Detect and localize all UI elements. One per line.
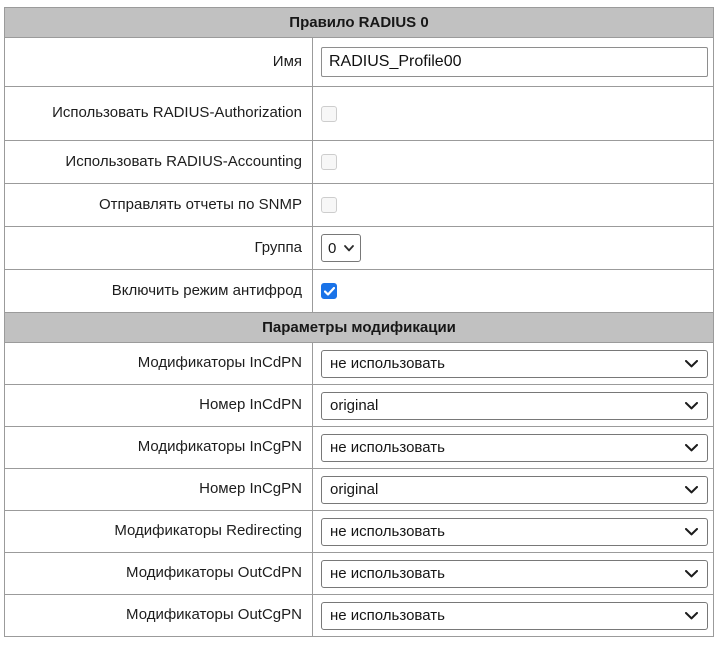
row-mod-redirecting	[5, 511, 714, 553]
row-mod-incgpn	[5, 427, 714, 469]
mod-outcdpn-select-value: не использовать	[330, 565, 445, 582]
row-name	[5, 38, 714, 87]
snmp-reports-checkbox[interactable]	[321, 197, 337, 213]
group-select-value: 0	[328, 239, 337, 257]
mod-redirecting-select-value: не использовать	[330, 523, 445, 540]
group-select[interactable]	[321, 234, 361, 262]
name-input[interactable]	[321, 47, 708, 77]
row-mod-outcdpn	[5, 553, 714, 595]
radius-accounting-checkbox[interactable]	[321, 154, 337, 170]
group-label: Группа	[5, 227, 313, 270]
mod-outcgpn-select-value: не использовать	[330, 607, 445, 624]
radius-authorization-label: Использовать RADIUS-Authorization	[5, 87, 313, 141]
chevron-down-icon	[685, 444, 698, 452]
chevron-down-icon	[344, 245, 354, 252]
num-incgpn-select[interactable]	[321, 476, 708, 504]
name-label: Имя	[5, 38, 313, 87]
mod-incgpn-select-value: не использовать	[330, 439, 445, 456]
row-mod-incdpn	[5, 343, 714, 385]
chevron-down-icon	[685, 570, 698, 578]
antifraud-checkbox[interactable]	[321, 283, 337, 299]
chevron-down-icon	[685, 486, 698, 494]
radius-rule-form	[4, 7, 714, 637]
chevron-down-icon	[685, 528, 698, 536]
mod-incdpn-label: Модификаторы InCdPN	[5, 343, 313, 385]
mod-incgpn-label: Модификаторы InCgPN	[5, 427, 313, 469]
chevron-down-icon	[685, 360, 698, 368]
radius-authorization-checkbox[interactable]	[321, 106, 337, 122]
mod-outcdpn-label: Модификаторы OutCdPN	[5, 553, 313, 595]
row-num-incdpn	[5, 385, 714, 427]
row-radius-accounting	[5, 141, 714, 184]
mod-outcgpn-select[interactable]	[321, 602, 708, 630]
row-snmp-reports	[5, 184, 714, 227]
radius-accounting-label: Использовать RADIUS-Accounting	[5, 141, 313, 184]
row-mod-outcgpn	[5, 595, 714, 637]
mod-incgpn-select[interactable]	[321, 434, 708, 462]
snmp-reports-label: Отправлять отчеты по SNMP	[5, 184, 313, 227]
section-title-modification-params: Параметры модификации	[5, 313, 714, 343]
num-incdpn-select-value: original	[330, 397, 379, 414]
row-num-incgpn	[5, 469, 714, 511]
chevron-down-icon	[685, 612, 698, 620]
row-radius-authorization	[5, 87, 714, 141]
row-group	[5, 227, 714, 270]
mod-incdpn-select-value: не использовать	[330, 355, 445, 372]
num-incgpn-label: Номер InCgPN	[5, 469, 313, 511]
chevron-down-icon	[685, 402, 698, 410]
mod-outcdpn-select[interactable]	[321, 560, 708, 588]
checkmark-icon	[324, 287, 335, 296]
mod-outcgpn-label: Модификаторы OutCgPN	[5, 595, 313, 637]
section-header-row	[5, 8, 714, 38]
num-incgpn-select-value: original	[330, 481, 379, 498]
section-header-row	[5, 313, 714, 343]
mod-redirecting-label: Модификаторы Redirecting	[5, 511, 313, 553]
row-antifraud	[5, 270, 714, 313]
num-incdpn-select[interactable]	[321, 392, 708, 420]
num-incdpn-label: Номер InCdPN	[5, 385, 313, 427]
mod-incdpn-select[interactable]	[321, 350, 708, 378]
mod-redirecting-select[interactable]	[321, 518, 708, 546]
section-title-radius-rule: Правило RADIUS 0	[5, 8, 714, 38]
antifraud-label: Включить режим антифрод	[5, 270, 313, 313]
